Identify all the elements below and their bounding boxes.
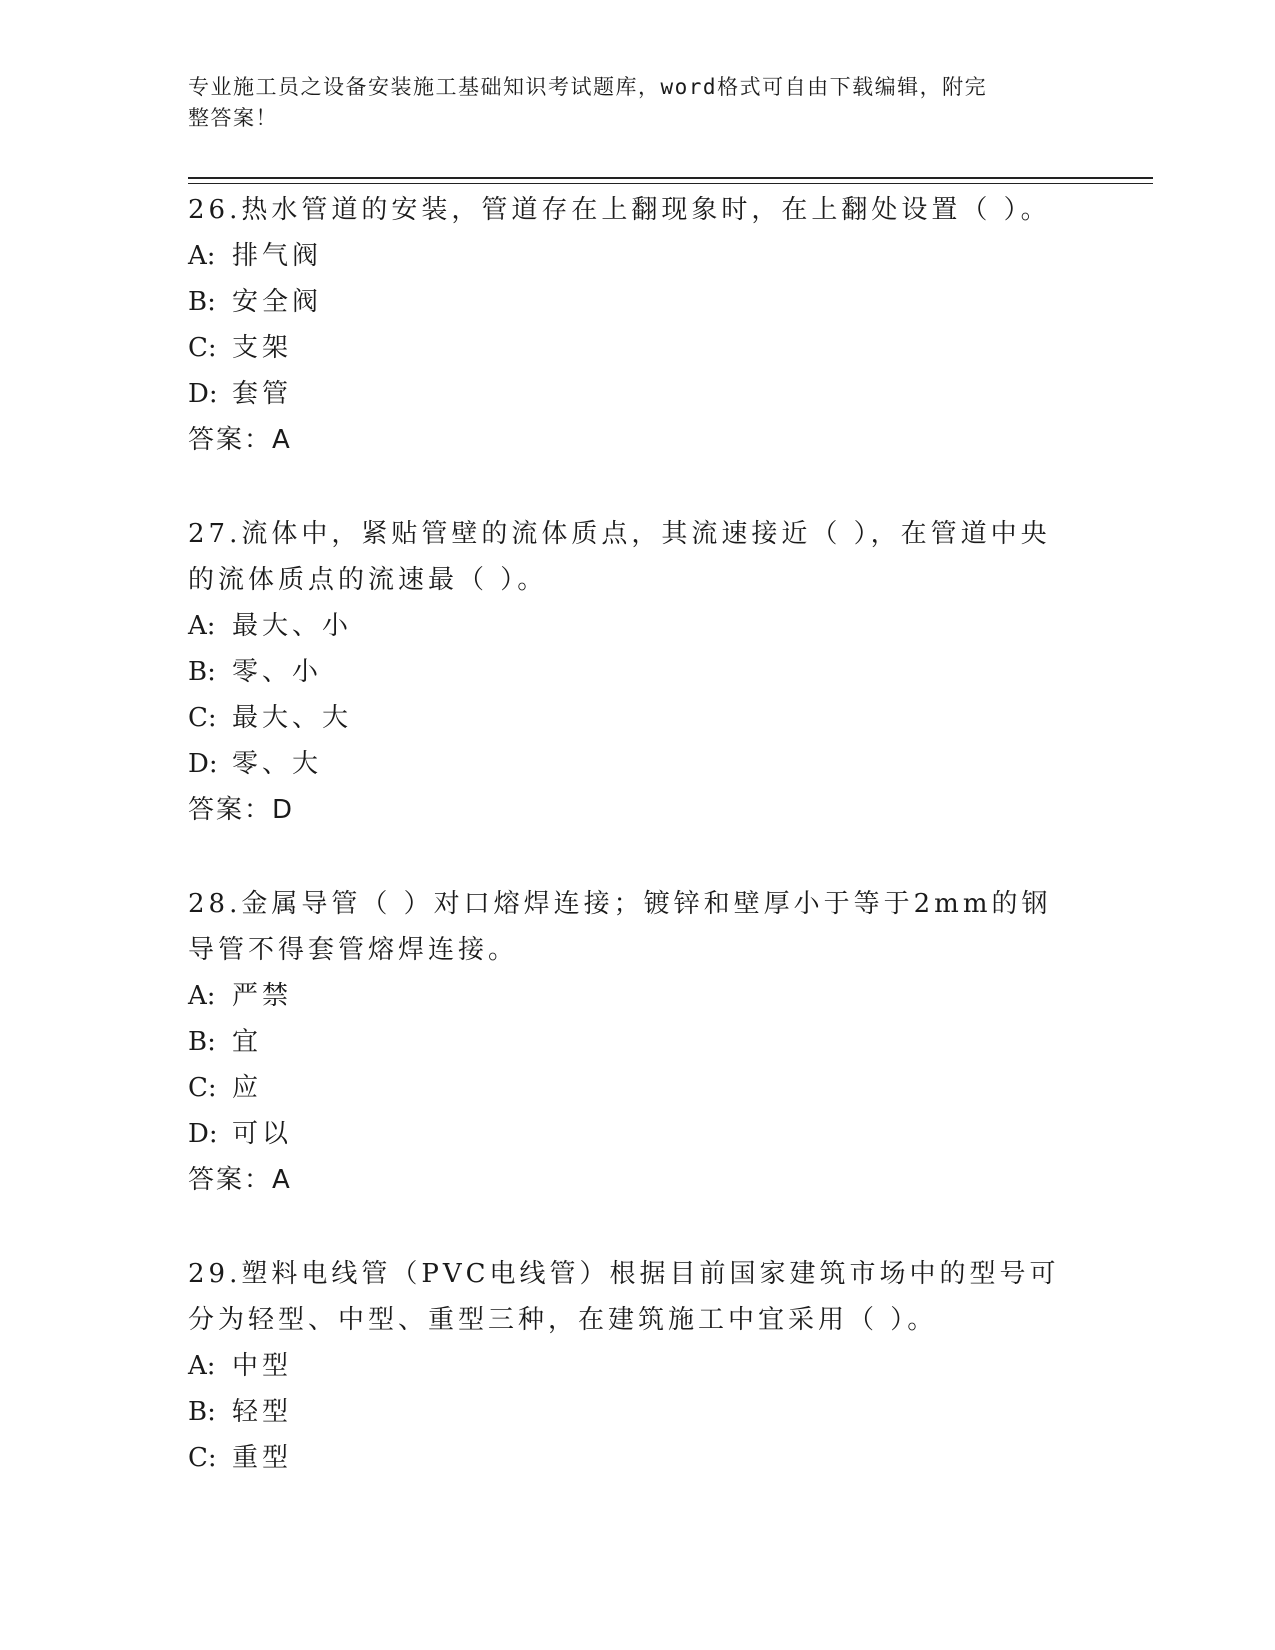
- option-text: 零、小: [232, 657, 323, 687]
- option-c: [188, 1435, 1068, 1481]
- option-d: [188, 741, 1068, 787]
- option-text: 安全阀: [232, 287, 323, 317]
- option-letter: B:: [188, 1027, 216, 1057]
- option-b: [188, 1389, 1068, 1435]
- option-text: 可以: [232, 1119, 293, 1149]
- option-letter: D:: [188, 1119, 218, 1149]
- option-letter: C:: [188, 1443, 217, 1473]
- option-letter: A:: [188, 241, 216, 271]
- question-text: [188, 511, 1068, 603]
- question-spacer: [188, 833, 1068, 881]
- option-text: 最大、小: [232, 611, 353, 641]
- option-letter: A:: [188, 1351, 216, 1381]
- question-spacer: [188, 463, 1068, 511]
- option-text: 最大、大: [232, 703, 353, 733]
- header-line-2: 整答案！: [188, 106, 278, 130]
- header-divider-thick: [188, 177, 1153, 179]
- option-text: 严禁: [232, 981, 293, 1011]
- option-letter: B:: [188, 657, 216, 687]
- option-b: [188, 649, 1068, 695]
- option-c: [188, 325, 1068, 371]
- option-a: [188, 973, 1068, 1019]
- answer-line: 答案：A: [188, 425, 292, 455]
- question-28: [188, 881, 1068, 1203]
- option-text: 零、大: [232, 749, 323, 779]
- option-letter: C:: [188, 333, 217, 363]
- question-29: [188, 1251, 1068, 1481]
- question-number: 29.: [188, 1259, 242, 1289]
- option-a: [188, 233, 1068, 279]
- document-header: [188, 72, 1068, 134]
- header-line-1: 专业施工员之设备安装施工基础知识考试题库，word格式可自由下载编辑，附完: [188, 75, 988, 99]
- option-letter: C:: [188, 1073, 217, 1103]
- option-d: [188, 1111, 1068, 1157]
- option-text: 中型: [232, 1351, 293, 1381]
- option-text: 轻型: [232, 1397, 293, 1427]
- option-letter: A:: [188, 981, 216, 1011]
- question-27: [188, 511, 1068, 833]
- header-divider-thin: [188, 183, 1153, 184]
- answer-line: 答案：A: [188, 1165, 292, 1195]
- option-letter: B:: [188, 1397, 216, 1427]
- question-text: [188, 187, 1068, 233]
- option-letter: B:: [188, 287, 216, 317]
- question-number: 28.: [188, 889, 242, 919]
- question-number: 26.: [188, 195, 242, 225]
- option-b: [188, 279, 1068, 325]
- question-body: 塑料电线管（PVC电线管）根据目前国家建筑市场中的型号可分为轻型、中型、重型三种，在建筑施工中宜采用（ ）。: [188, 1259, 1060, 1335]
- option-c: [188, 695, 1068, 741]
- option-letter: D:: [188, 379, 218, 409]
- question-text: [188, 1251, 1068, 1343]
- option-text: 重型: [232, 1443, 293, 1473]
- question-spacer: [188, 1203, 1068, 1251]
- option-letter: D:: [188, 749, 218, 779]
- question-body: 流体中，紧贴管壁的流体质点，其流速接近（ ），在管道中央的流体质点的流速最（ ）。: [188, 519, 1051, 595]
- question-list: [188, 187, 1068, 1481]
- question-body: 金属导管（ ）对口熔焊连接；镀锌和壁厚小于等于2mm的钢导管不得套管熔焊连接。: [188, 889, 1052, 965]
- question-26: [188, 187, 1068, 463]
- question-body: 热水管道的安装，管道存在上翻现象时，在上翻处设置（ ）。: [241, 195, 1051, 225]
- option-text: 套管: [232, 379, 293, 409]
- option-d: [188, 371, 1068, 417]
- option-a: [188, 1343, 1068, 1389]
- option-text: 宜: [232, 1027, 263, 1057]
- question-text: [188, 881, 1068, 973]
- question-number: 27.: [188, 519, 242, 549]
- option-a: [188, 603, 1068, 649]
- option-c: [188, 1065, 1068, 1111]
- answer-line: 答案：D: [188, 795, 295, 825]
- option-text: 排气阀: [232, 241, 323, 271]
- option-text: 应: [232, 1073, 263, 1103]
- option-letter: C:: [188, 703, 217, 733]
- option-b: [188, 1019, 1068, 1065]
- option-letter: A:: [188, 611, 216, 641]
- option-text: 支架: [232, 333, 293, 363]
